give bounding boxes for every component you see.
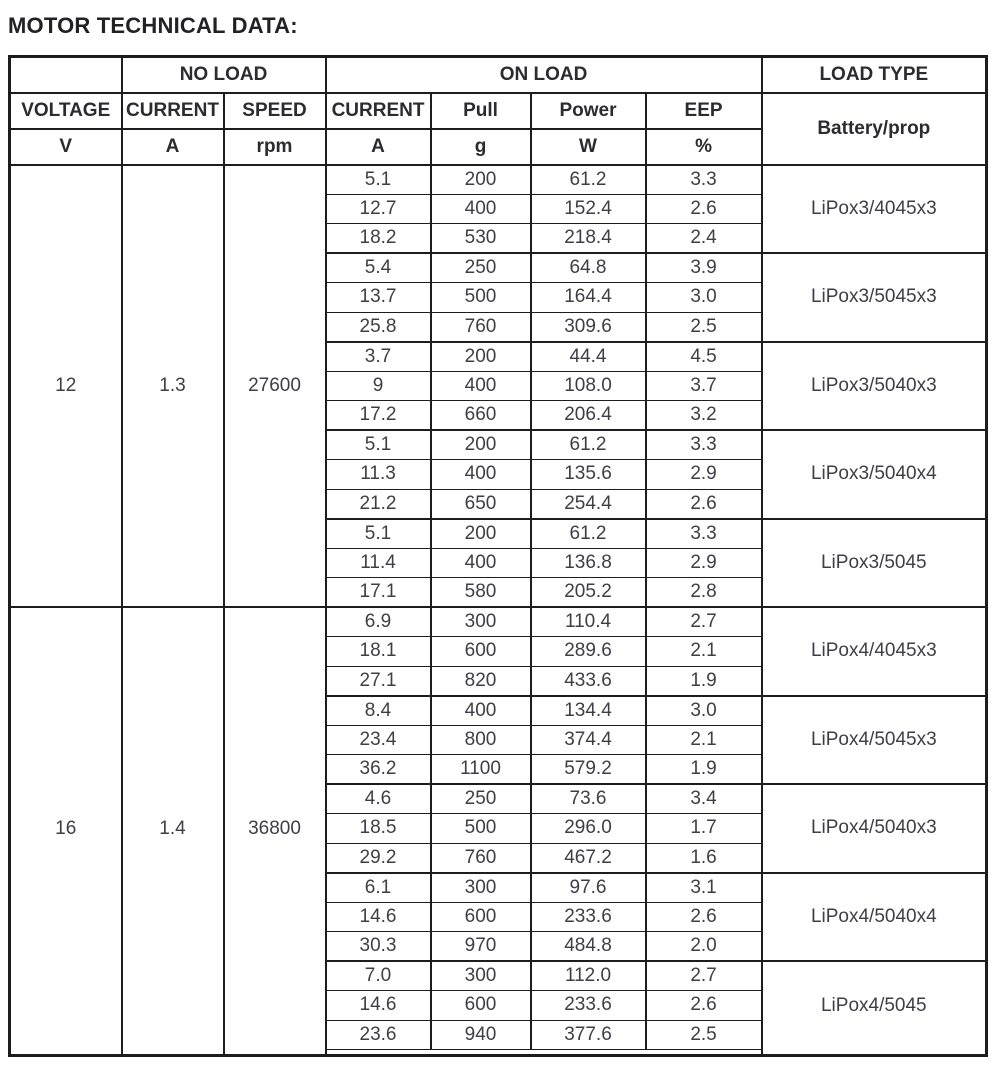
load-type-cell: LiPox3/5040x3 — [762, 342, 987, 431]
eep-cell: 4.5 — [646, 342, 762, 372]
on-load-current-cell: 17.1 — [326, 578, 431, 608]
power-cell: 73.6 — [531, 784, 646, 814]
on-load-current-cell: 27.1 — [326, 666, 431, 696]
on-load-current-cell: 5.1 — [326, 519, 431, 549]
eep-cell: 2.9 — [646, 460, 762, 490]
on-load-current-cell: 5.1 — [326, 165, 431, 195]
on-load-current-cell: 6.1 — [326, 873, 431, 903]
power-cell: 433.6 — [531, 666, 646, 696]
eep-cell: 3.3 — [646, 519, 762, 549]
eep-cell: 2.0 — [646, 932, 762, 962]
load-type-cell: LiPox4/4045x3 — [762, 607, 987, 696]
pull-cell: 200 — [431, 342, 531, 372]
header-group-row — [10, 57, 987, 93]
power-cell: 135.6 — [531, 460, 646, 490]
load-type-cell: LiPox4/5040x4 — [762, 873, 987, 962]
pull-cell: 970 — [431, 932, 531, 962]
eep-cell: 2.5 — [646, 1020, 762, 1050]
power-cell: 579.2 — [531, 755, 646, 785]
on-load-current-cell: 13.7 — [326, 283, 431, 313]
eep-cell: 1.9 — [646, 755, 762, 785]
power-header: Power — [531, 93, 646, 129]
power-cell: 61.2 — [531, 519, 646, 549]
pull-cell: 250 — [431, 253, 531, 283]
pull-unit: g — [431, 129, 531, 165]
power-cell: 61.2 — [531, 430, 646, 460]
on-load-current-cell: 11.4 — [326, 548, 431, 578]
on-load-current-cell: 30.3 — [326, 932, 431, 962]
load-type-cell: LiPox3/4045x3 — [762, 165, 987, 254]
pull-cell: 400 — [431, 696, 531, 726]
speed-cell: 36800 — [224, 607, 326, 1050]
speed-unit: rpm — [224, 129, 326, 165]
pull-cell: 500 — [431, 283, 531, 313]
power-cell: 134.4 — [531, 696, 646, 726]
on-load-current-cell: 18.5 — [326, 814, 431, 844]
voltage-unit: V — [10, 129, 122, 165]
power-cell: 64.8 — [531, 253, 646, 283]
power-cell: 233.6 — [531, 991, 646, 1021]
on-load-current-cell: 21.2 — [326, 489, 431, 519]
no-load-current-unit: A — [122, 129, 224, 165]
eep-cell: 2.6 — [646, 194, 762, 224]
pull-cell: 1100 — [431, 755, 531, 785]
power-cell: 206.4 — [531, 401, 646, 431]
page-title: MOTOR TECHNICAL DATA: — [8, 13, 298, 38]
eep-cell: 3.4 — [646, 784, 762, 814]
load-type-cell: LiPox3/5045 — [762, 519, 987, 608]
pull-cell: 650 — [431, 489, 531, 519]
eep-cell: 2.4 — [646, 224, 762, 254]
eep-header: EEP — [646, 93, 762, 129]
eep-cell: 3.7 — [646, 371, 762, 401]
eep-cell: 2.1 — [646, 637, 762, 667]
voltage-cell: 12 — [10, 165, 122, 608]
power-cell: 97.6 — [531, 873, 646, 903]
eep-cell: 2.7 — [646, 961, 762, 991]
pull-cell: 600 — [431, 637, 531, 667]
power-cell: 374.4 — [531, 725, 646, 755]
pull-cell: 200 — [431, 165, 531, 195]
power-cell: 218.4 — [531, 224, 646, 254]
pull-cell: 400 — [431, 371, 531, 401]
on-load-current-cell: 29.2 — [326, 843, 431, 873]
load-type-cell: LiPox4/5040x3 — [762, 784, 987, 873]
eep-cell: 2.6 — [646, 902, 762, 932]
pull-cell: 760 — [431, 843, 531, 873]
pull-cell: 200 — [431, 519, 531, 549]
on-load-current-cell: 5.1 — [326, 430, 431, 460]
speed-cell: 27600 — [224, 165, 326, 608]
eep-cell: 2.5 — [646, 312, 762, 342]
pull-cell: 940 — [431, 1020, 531, 1050]
no-load-current-cell: 1.4 — [122, 607, 224, 1050]
load-type-group-header: LOAD TYPE — [762, 57, 987, 93]
spacer-cell — [762, 1050, 987, 1056]
eep-cell: 1.6 — [646, 843, 762, 873]
power-cell: 467.2 — [531, 843, 646, 873]
pull-cell: 300 — [431, 607, 531, 637]
power-cell: 110.4 — [531, 607, 646, 637]
on-load-current-cell: 9 — [326, 371, 431, 401]
on-load-current-cell: 23.6 — [326, 1020, 431, 1050]
pull-cell: 300 — [431, 961, 531, 991]
on-load-current-cell: 12.7 — [326, 194, 431, 224]
motor-data-table — [8, 55, 988, 1057]
pull-cell: 580 — [431, 578, 531, 608]
on-load-current-cell: 8.4 — [326, 696, 431, 726]
on-load-current-cell: 23.4 — [326, 725, 431, 755]
load-type-cell: LiPox3/5045x3 — [762, 253, 987, 342]
pull-cell: 500 — [431, 814, 531, 844]
table-row — [10, 607, 987, 637]
eep-cell: 2.9 — [646, 548, 762, 578]
load-type-cell: LiPox4/5045 — [762, 961, 987, 1050]
battery-prop-header: Battery/prop — [762, 93, 987, 165]
pull-cell: 660 — [431, 401, 531, 431]
pull-cell: 600 — [431, 991, 531, 1021]
eep-cell: 3.1 — [646, 873, 762, 903]
pull-header: Pull — [431, 93, 531, 129]
power-cell: 484.8 — [531, 932, 646, 962]
corner-empty-cell — [10, 57, 122, 93]
eep-cell: 3.9 — [646, 253, 762, 283]
eep-cell: 1.9 — [646, 666, 762, 696]
pull-cell: 250 — [431, 784, 531, 814]
power-cell: 108.0 — [531, 371, 646, 401]
eep-cell: 3.0 — [646, 283, 762, 313]
power-cell: 254.4 — [531, 489, 646, 519]
eep-cell: 2.8 — [646, 578, 762, 608]
eep-cell: 3.3 — [646, 165, 762, 195]
voltage-header: VOLTAGE — [10, 93, 122, 129]
power-cell: 44.4 — [531, 342, 646, 372]
pull-cell: 760 — [431, 312, 531, 342]
on-load-current-cell: 5.4 — [326, 253, 431, 283]
speed-header: SPEED — [224, 93, 326, 129]
eep-cell: 2.1 — [646, 725, 762, 755]
pull-cell: 820 — [431, 666, 531, 696]
on-load-current-cell: 14.6 — [326, 991, 431, 1021]
pull-cell: 530 — [431, 224, 531, 254]
power-cell: 309.6 — [531, 312, 646, 342]
eep-cell: 3.3 — [646, 430, 762, 460]
eep-unit: % — [646, 129, 762, 165]
table-row — [10, 165, 987, 195]
power-cell: 289.6 — [531, 637, 646, 667]
eep-cell: 3.0 — [646, 696, 762, 726]
pull-cell: 200 — [431, 430, 531, 460]
spacer-cell — [10, 1050, 122, 1056]
power-cell: 152.4 — [531, 194, 646, 224]
eep-cell: 2.7 — [646, 607, 762, 637]
on-load-current-cell: 11.3 — [326, 460, 431, 490]
on-load-current-cell: 14.6 — [326, 902, 431, 932]
no-load-group-header: NO LOAD — [122, 57, 326, 93]
power-cell: 296.0 — [531, 814, 646, 844]
on-load-current-unit: A — [326, 129, 431, 165]
pull-cell: 300 — [431, 873, 531, 903]
table-body — [10, 165, 987, 1056]
on-load-current-cell: 25.8 — [326, 312, 431, 342]
eep-cell: 2.6 — [646, 991, 762, 1021]
voltage-cell: 16 — [10, 607, 122, 1050]
load-type-cell: LiPox3/5040x4 — [762, 430, 987, 519]
eep-cell: 1.7 — [646, 814, 762, 844]
power-cell: 377.6 — [531, 1020, 646, 1050]
on-load-current-cell: 3.7 — [326, 342, 431, 372]
spacer-cell — [326, 1050, 762, 1056]
load-type-cell: LiPox4/5045x3 — [762, 696, 987, 785]
table-header — [10, 57, 987, 165]
on-load-current-cell: 4.6 — [326, 784, 431, 814]
on-load-current-header: CURRENT — [326, 93, 431, 129]
spacer-cell — [224, 1050, 326, 1056]
pull-cell: 600 — [431, 902, 531, 932]
on-load-current-cell: 7.0 — [326, 961, 431, 991]
on-load-current-cell: 36.2 — [326, 755, 431, 785]
no-load-current-header: CURRENT — [122, 93, 224, 129]
header-column-row — [10, 93, 987, 129]
table-bottom-spacer-row — [10, 1050, 987, 1056]
power-unit: W — [531, 129, 646, 165]
power-cell: 136.8 — [531, 548, 646, 578]
pull-cell: 400 — [431, 194, 531, 224]
power-cell: 112.0 — [531, 961, 646, 991]
power-cell: 164.4 — [531, 283, 646, 313]
spacer-cell — [122, 1050, 224, 1056]
power-cell: 205.2 — [531, 578, 646, 608]
pull-cell: 400 — [431, 460, 531, 490]
on-load-group-header: ON LOAD — [326, 57, 762, 93]
eep-cell: 2.6 — [646, 489, 762, 519]
no-load-current-cell: 1.3 — [122, 165, 224, 608]
on-load-current-cell: 17.2 — [326, 401, 431, 431]
on-load-current-cell: 18.1 — [326, 637, 431, 667]
power-cell: 233.6 — [531, 902, 646, 932]
on-load-current-cell: 6.9 — [326, 607, 431, 637]
power-cell: 61.2 — [531, 165, 646, 195]
on-load-current-cell: 18.2 — [326, 224, 431, 254]
pull-cell: 800 — [431, 725, 531, 755]
pull-cell: 400 — [431, 548, 531, 578]
eep-cell: 3.2 — [646, 401, 762, 431]
